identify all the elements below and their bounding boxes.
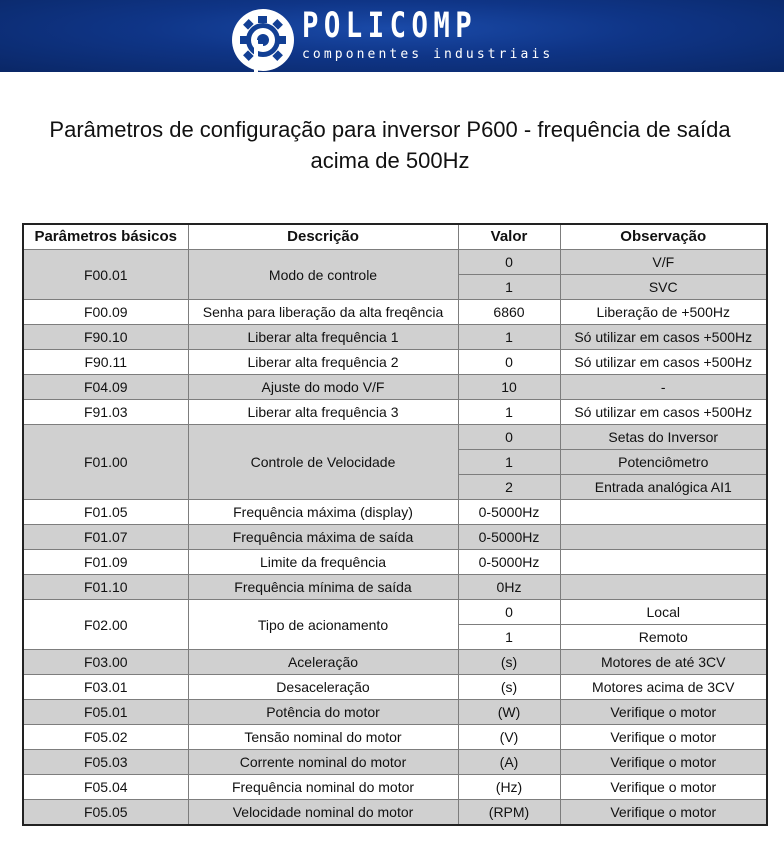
table-row	[23, 300, 767, 325]
param-observation: Só utilizar em casos +500Hz	[560, 325, 767, 350]
header-description: Descrição	[188, 224, 458, 250]
param-value: 0-5000Hz	[458, 525, 560, 550]
param-value: 0-5000Hz	[458, 500, 560, 525]
param-observation: Verifique o motor	[560, 725, 767, 750]
param-description: Aceleração	[188, 650, 458, 675]
param-option-value: 1	[458, 450, 560, 475]
param-description: Frequência mínima de saída	[188, 575, 458, 600]
header-param: Parâmetros básicos	[23, 224, 188, 250]
param-code: F00.01	[23, 250, 188, 300]
param-code: F01.00	[23, 425, 188, 500]
param-option-value: 1	[458, 625, 560, 650]
param-code: F03.01	[23, 675, 188, 700]
param-observation: Verifique o motor	[560, 800, 767, 826]
page-title: Parâmetros de configuração para inversor P600 - frequência de saída acima de 500Hz	[49, 117, 731, 173]
param-observation	[560, 525, 767, 550]
param-code: F05.01	[23, 700, 188, 725]
header-observation: Observação	[560, 224, 767, 250]
param-option-note: Local	[560, 600, 767, 625]
param-value: (s)	[458, 650, 560, 675]
header-value: Valor	[458, 224, 560, 250]
param-observation	[560, 550, 767, 575]
param-code: F05.02	[23, 725, 188, 750]
param-code: F02.00	[23, 600, 188, 650]
parameters-table	[22, 223, 768, 826]
param-option-note: Entrada analógica AI1	[560, 475, 767, 500]
param-code: F91.03	[23, 400, 188, 425]
param-option-value: 0	[458, 600, 560, 625]
param-description: Tipo de acionamento	[188, 600, 458, 650]
param-code: F00.09	[23, 300, 188, 325]
param-option-value: 0	[458, 425, 560, 450]
table-row	[23, 325, 767, 350]
param-option-value: 2	[458, 475, 560, 500]
table-body	[23, 250, 767, 826]
param-value: (s)	[458, 675, 560, 700]
param-code: F01.10	[23, 575, 188, 600]
param-observation: Motores de até 3CV	[560, 650, 767, 675]
table-row	[23, 800, 767, 826]
param-description: Frequência máxima (display)	[188, 500, 458, 525]
param-value: (RPM)	[458, 800, 560, 826]
param-option-note: Setas do Inversor	[560, 425, 767, 450]
param-observation: Verifique o motor	[560, 750, 767, 775]
table-row	[23, 575, 767, 600]
param-code: F01.07	[23, 525, 188, 550]
brand-tagline: componentes industriais	[302, 47, 554, 62]
param-code: F05.03	[23, 750, 188, 775]
param-observation: Só utilizar em casos +500Hz	[560, 400, 767, 425]
param-description: Liberar alta frequência 1	[188, 325, 458, 350]
param-code: F05.05	[23, 800, 188, 826]
table-row	[23, 525, 767, 550]
param-value: (V)	[458, 725, 560, 750]
param-description: Liberar alta frequência 3	[188, 400, 458, 425]
param-value: 6860	[458, 300, 560, 325]
param-value: 0Hz	[458, 575, 560, 600]
param-description: Liberar alta frequência 2	[188, 350, 458, 375]
param-description: Modo de controle	[188, 250, 458, 300]
param-observation	[560, 575, 767, 600]
table-row	[23, 500, 767, 525]
param-description: Controle de Velocidade	[188, 425, 458, 500]
table-row	[23, 425, 767, 450]
param-observation: -	[560, 375, 767, 400]
param-description: Corrente nominal do motor	[188, 750, 458, 775]
policomp-gear-logo-icon	[228, 6, 298, 74]
brand-wordmark	[302, 6, 553, 63]
table-header-row	[23, 224, 767, 250]
table-row	[23, 675, 767, 700]
table-row	[23, 700, 767, 725]
param-value: (W)	[458, 700, 560, 725]
param-option-note: Potenciômetro	[560, 450, 767, 475]
param-observation	[560, 500, 767, 525]
param-option-note: SVC	[560, 275, 767, 300]
table-row	[23, 375, 767, 400]
param-value: (A)	[458, 750, 560, 775]
param-value: 1	[458, 325, 560, 350]
param-value: 0-5000Hz	[458, 550, 560, 575]
param-value: 0	[458, 350, 560, 375]
param-code: F90.11	[23, 350, 188, 375]
param-description: Limite da frequência	[188, 550, 458, 575]
param-description: Senha para liberação da alta freqência	[188, 300, 458, 325]
brand-name: POLICOMP	[302, 6, 478, 46]
param-value: 10	[458, 375, 560, 400]
param-observation: Verifique o motor	[560, 775, 767, 800]
param-value: (Hz)	[458, 775, 560, 800]
param-code: F01.09	[23, 550, 188, 575]
param-value: 1	[458, 400, 560, 425]
table-row	[23, 750, 767, 775]
param-code: F05.04	[23, 775, 188, 800]
table-row	[23, 550, 767, 575]
param-description: Tensão nominal do motor	[188, 725, 458, 750]
param-description: Potência do motor	[188, 700, 458, 725]
param-option-value: 0	[458, 250, 560, 275]
header-banner	[0, 0, 784, 72]
param-option-note: V/F	[560, 250, 767, 275]
param-observation: Só utilizar em casos +500Hz	[560, 350, 767, 375]
param-option-value: 1	[458, 275, 560, 300]
param-description: Frequência máxima de saída	[188, 525, 458, 550]
param-description: Ajuste do modo V/F	[188, 375, 458, 400]
param-code: F04.09	[23, 375, 188, 400]
param-option-note: Remoto	[560, 625, 767, 650]
table-row	[23, 775, 767, 800]
param-observation: Motores acima de 3CV	[560, 675, 767, 700]
param-description: Velocidade nominal do motor	[188, 800, 458, 826]
table-row	[23, 600, 767, 625]
param-description: Frequência nominal do motor	[188, 775, 458, 800]
table-row	[23, 725, 767, 750]
table-row	[23, 400, 767, 425]
table-row	[23, 250, 767, 275]
param-description: Desaceleração	[188, 675, 458, 700]
table-row	[23, 650, 767, 675]
table-row	[23, 350, 767, 375]
param-observation: Verifique o motor	[560, 700, 767, 725]
param-observation: Liberação de +500Hz	[560, 300, 767, 325]
param-code: F01.05	[23, 500, 188, 525]
param-code: F03.00	[23, 650, 188, 675]
param-code: F90.10	[23, 325, 188, 350]
